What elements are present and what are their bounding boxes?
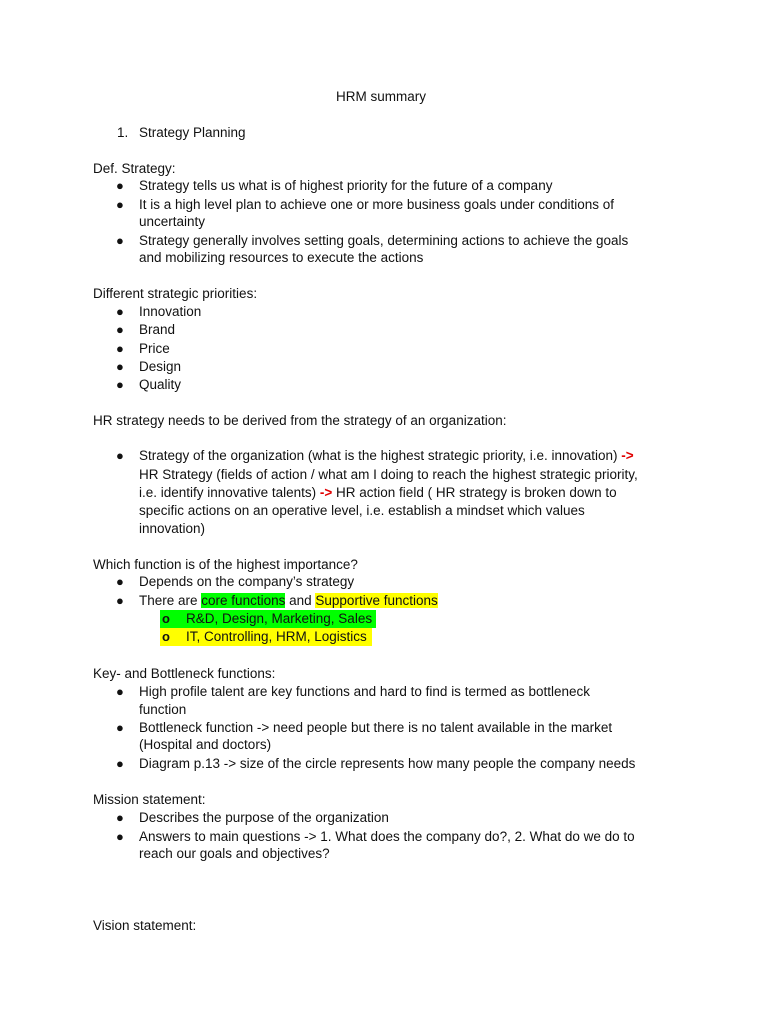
sub-bullet-icon: o <box>162 611 170 626</box>
bullet-icon: ● <box>116 322 124 337</box>
functions-prefix: There are <box>139 593 198 608</box>
list-item: Design <box>139 359 182 374</box>
list-item: Depends on the company’s strategy <box>139 574 355 589</box>
bullet-icon: ● <box>116 720 124 735</box>
bullet-icon: ● <box>116 829 124 844</box>
list-item: High profile talent are key functions and hard to find is termed as bottleneck <box>139 684 591 699</box>
section-label-def-strategy: Def. Strategy: <box>93 161 176 176</box>
bullet-icon: ● <box>116 810 124 825</box>
sub-bullet-icon: o <box>162 629 170 644</box>
bullet-icon: ● <box>116 448 124 463</box>
list-item: Quality <box>139 377 182 392</box>
bullet-icon: ● <box>116 684 124 699</box>
hr-line-3a: i.e. identify innovative talents) <box>139 485 317 500</box>
list-item: Answers to main questions -> 1. What does the company do?, 2. What do we do to <box>139 829 635 844</box>
list-item-continuation: HR Strategy (fields of action / what am I doing to reach the highest strategic priority, <box>139 467 638 482</box>
highlight-supportive-functions: Supportive functions <box>315 593 438 608</box>
document-title: HRM summary <box>336 89 426 104</box>
bullet-icon: ● <box>116 197 124 212</box>
list-item <box>139 592 438 610</box>
list-item: Price <box>139 341 170 356</box>
hr-line-3b: HR action field ( HR strategy is broken down to <box>336 485 617 500</box>
bullet-icon: ● <box>116 377 124 392</box>
list-item-continuation: (Hospital and doctors) <box>139 737 272 752</box>
list-item-continuation: uncertainty <box>139 214 206 229</box>
bullet-icon: ● <box>116 341 124 356</box>
list-item-continuation: reach our goals and objectives? <box>139 846 330 861</box>
list-item: Brand <box>139 322 176 337</box>
section-label-functions: Which function is of the highest importance? <box>93 557 358 572</box>
list-item-continuation: innovation) <box>139 521 206 536</box>
heading-text: Strategy Planning <box>139 125 246 140</box>
list-item-continuation <box>139 484 617 502</box>
hr-line-1: Strategy of the organization (what is the highest strategic priority, i.e. innovation) <box>139 448 618 463</box>
section-label-priorities: Different strategic priorities: <box>93 286 258 301</box>
list-item: It is a high level plan to achieve one or more business goals under conditions of <box>139 197 615 212</box>
list-item: Strategy generally involves setting goals, determining actions to achieve the goals <box>139 233 629 248</box>
list-item-continuation: specific actions on an operative level, i.e. establish a mindset which values <box>139 503 585 518</box>
bullet-icon: ● <box>116 304 124 319</box>
bullet-icon: ● <box>116 593 124 608</box>
bullet-icon: ● <box>116 178 124 193</box>
bullet-icon: ● <box>116 359 124 374</box>
sub-list-item: IT, Controlling, HRM, Logistics <box>186 629 367 644</box>
arrow-icon: -> <box>319 485 333 500</box>
list-item: Bottleneck function -> need people but there is no talent available in the market <box>139 720 613 735</box>
section-label-vision: Vision statement: <box>93 918 197 933</box>
arrow-icon: -> <box>621 448 634 463</box>
list-item: Diagram p.13 -> size of the circle represents how many people the company needs <box>139 756 636 771</box>
section-label-key-bottleneck: Key- and Bottleneck functions: <box>93 666 276 681</box>
functions-and: and <box>289 593 312 608</box>
bullet-icon: ● <box>116 574 124 589</box>
bullet-icon: ● <box>116 756 124 771</box>
heading-number: 1. <box>117 125 129 140</box>
section-label-hr-strategy: HR strategy needs to be derived from the strategy of an organization: <box>93 413 507 428</box>
section-label-mission: Mission statement: <box>93 792 206 807</box>
list-item-continuation: function <box>139 702 187 717</box>
sub-list-item: R&D, Design, Marketing, Sales <box>186 611 373 626</box>
list-item: Describes the purpose of the organization <box>139 810 389 825</box>
bullet-icon: ● <box>116 233 124 248</box>
list-item-continuation: and mobilizing resources to execute the actions <box>139 250 424 265</box>
highlight-core-functions: core functions <box>201 593 286 608</box>
list-item: Innovation <box>139 304 202 319</box>
list-item: Strategy tells us what is of highest priority for the future of a company <box>139 178 553 193</box>
list-item <box>139 447 634 465</box>
